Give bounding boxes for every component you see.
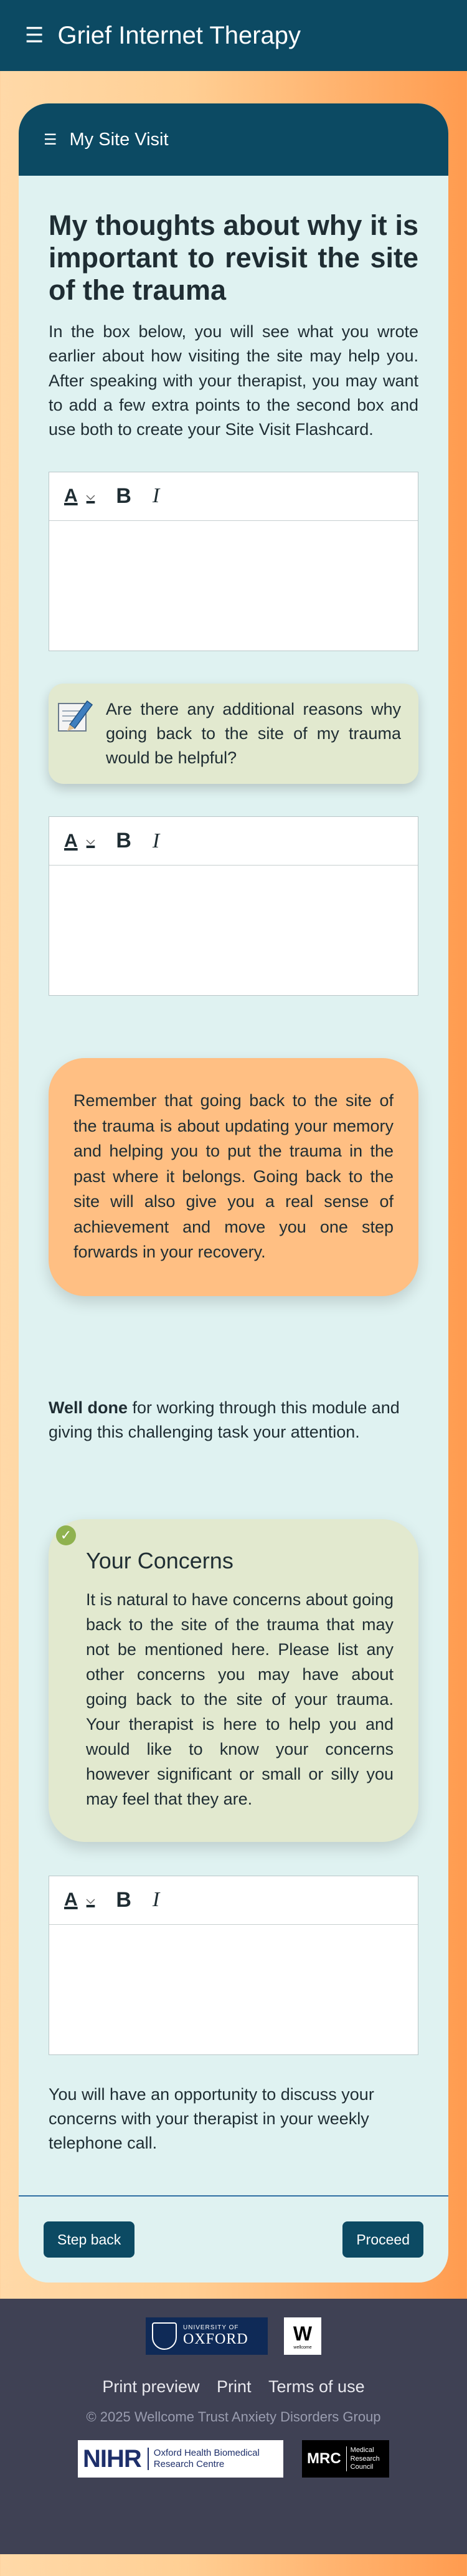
editor-toolbar bbox=[49, 472, 418, 521]
font-color-button[interactable] bbox=[64, 485, 95, 507]
oxford-crest-icon bbox=[152, 2322, 177, 2350]
navigation-actions bbox=[19, 2197, 448, 2258]
bold-button[interactable]: B bbox=[116, 484, 131, 508]
app-title: Grief Internet Therapy bbox=[57, 21, 301, 49]
concerns-title: Your Concerns bbox=[86, 1548, 234, 1574]
wellcome-logo[interactable] bbox=[284, 2317, 321, 2355]
nihr-big-text: NIHR bbox=[83, 2445, 141, 2473]
nihr-logo[interactable] bbox=[78, 2440, 283, 2478]
editor-toolbar bbox=[49, 1876, 418, 1925]
intro-text: In the box below, you will see what you wrote earlier about how visiting the site may help you. After speaking with your therapist, you may want to add a few extra points to the second box and use both to create your Site Visit Flashcard. bbox=[49, 322, 418, 439]
wellcome-logo-mark: W bbox=[293, 2322, 313, 2345]
well-done-text bbox=[49, 1396, 418, 1444]
oxford-logo[interactable] bbox=[146, 2317, 268, 2355]
proceed-button[interactable]: Proceed bbox=[342, 2221, 423, 2258]
concerns-callout bbox=[49, 1519, 418, 1842]
wellcome-logo-text: wellcome bbox=[293, 2345, 312, 2350]
editor-text-area[interactable] bbox=[49, 1925, 418, 2054]
concerns-text: It is natural to have concerns about going back to the site of the trauma that may not be mentioned here. Please list any other concerns you may have about going back to the site of your trauma. Your therapist is here to help you and would like to know your concerns however significant or small or silly you may feel that they are. bbox=[86, 1590, 394, 1808]
font-color-icon: A bbox=[64, 1889, 78, 1911]
oxford-small-text: UNIVERSITY OF bbox=[183, 2324, 239, 2332]
font-color-icon: A bbox=[64, 830, 78, 851]
card-body bbox=[19, 209, 448, 2155]
closing-text: You will have an opportunity to discuss your concerns with your therapist in your weekly telephone call. bbox=[49, 2084, 374, 2153]
nihr-small-text: Oxford Health Biomedical Research Centre bbox=[148, 2448, 283, 2470]
check-icon: ✓ bbox=[56, 1525, 76, 1545]
footer-links bbox=[0, 2377, 467, 2397]
oxford-big-text: OXFORD bbox=[183, 2331, 248, 2348]
remember-callout bbox=[49, 1058, 418, 1296]
chevron-down-icon[interactable]: ⌵ bbox=[86, 834, 95, 847]
rich-text-editor-1 bbox=[49, 472, 418, 651]
terms-of-use-link[interactable]: Terms of use bbox=[268, 2377, 365, 2397]
note-text: Are there any additional reasons why going back to the site of my trauma would be helpful? bbox=[106, 699, 401, 768]
print-link[interactable]: Print bbox=[216, 2377, 252, 2397]
font-color-button[interactable] bbox=[64, 831, 95, 852]
footer bbox=[0, 2299, 467, 2554]
bold-button[interactable]: B bbox=[116, 1887, 131, 1912]
mrc-small-text: Medical Research Council bbox=[346, 2446, 389, 2471]
well-done-rest: for working through this module and giving this challenging task your attention. bbox=[49, 1398, 400, 1442]
italic-button[interactable]: I bbox=[152, 829, 160, 852]
page-heading: My thoughts about why it is important to revisit the site of the trauma bbox=[49, 209, 418, 306]
content-card bbox=[19, 103, 448, 2283]
card-header bbox=[19, 103, 448, 176]
editor-toolbar bbox=[49, 817, 418, 866]
step-back-button[interactable]: Step back bbox=[44, 2221, 134, 2258]
chevron-down-icon[interactable]: ⌵ bbox=[86, 489, 95, 502]
rich-text-editor-2 bbox=[49, 816, 418, 996]
remember-text: Remember that going back to the site of the trauma is about updating your memory and helping you to put the trauma in the past where it belongs. Going back to the site will also give you a real sense of achievement and move you one step forwards in your recovery. bbox=[73, 1091, 394, 1262]
well-done-bold: Well done bbox=[49, 1398, 128, 1417]
section-title: My Site Visit bbox=[69, 129, 169, 150]
copyright: © 2025 Wellcome Trust Anxiety Disorders Group bbox=[86, 2409, 381, 2425]
mrc-logo[interactable] bbox=[302, 2440, 389, 2478]
font-color-button[interactable] bbox=[64, 1889, 95, 1911]
chevron-down-icon[interactable]: ⌵ bbox=[86, 1893, 95, 1906]
editor-text-area[interactable] bbox=[49, 521, 418, 651]
italic-button[interactable]: I bbox=[152, 484, 160, 508]
mrc-big-text: MRC bbox=[307, 2450, 341, 2468]
pencil-note-icon bbox=[56, 697, 93, 735]
partner-logos bbox=[0, 2317, 467, 2355]
funder-logos bbox=[0, 2440, 467, 2478]
section-menu-icon[interactable]: ☰ bbox=[44, 131, 57, 148]
editor-text-area[interactable] bbox=[49, 866, 418, 995]
menu-icon[interactable]: ☰ bbox=[25, 24, 44, 47]
rich-text-editor-3 bbox=[49, 1876, 418, 2055]
prompt-note bbox=[49, 684, 418, 784]
bold-button[interactable]: B bbox=[116, 829, 131, 853]
font-color-icon: A bbox=[64, 485, 78, 507]
print-preview-link[interactable]: Print preview bbox=[102, 2377, 200, 2397]
italic-button[interactable]: I bbox=[152, 1888, 160, 1912]
top-bar bbox=[0, 0, 467, 71]
